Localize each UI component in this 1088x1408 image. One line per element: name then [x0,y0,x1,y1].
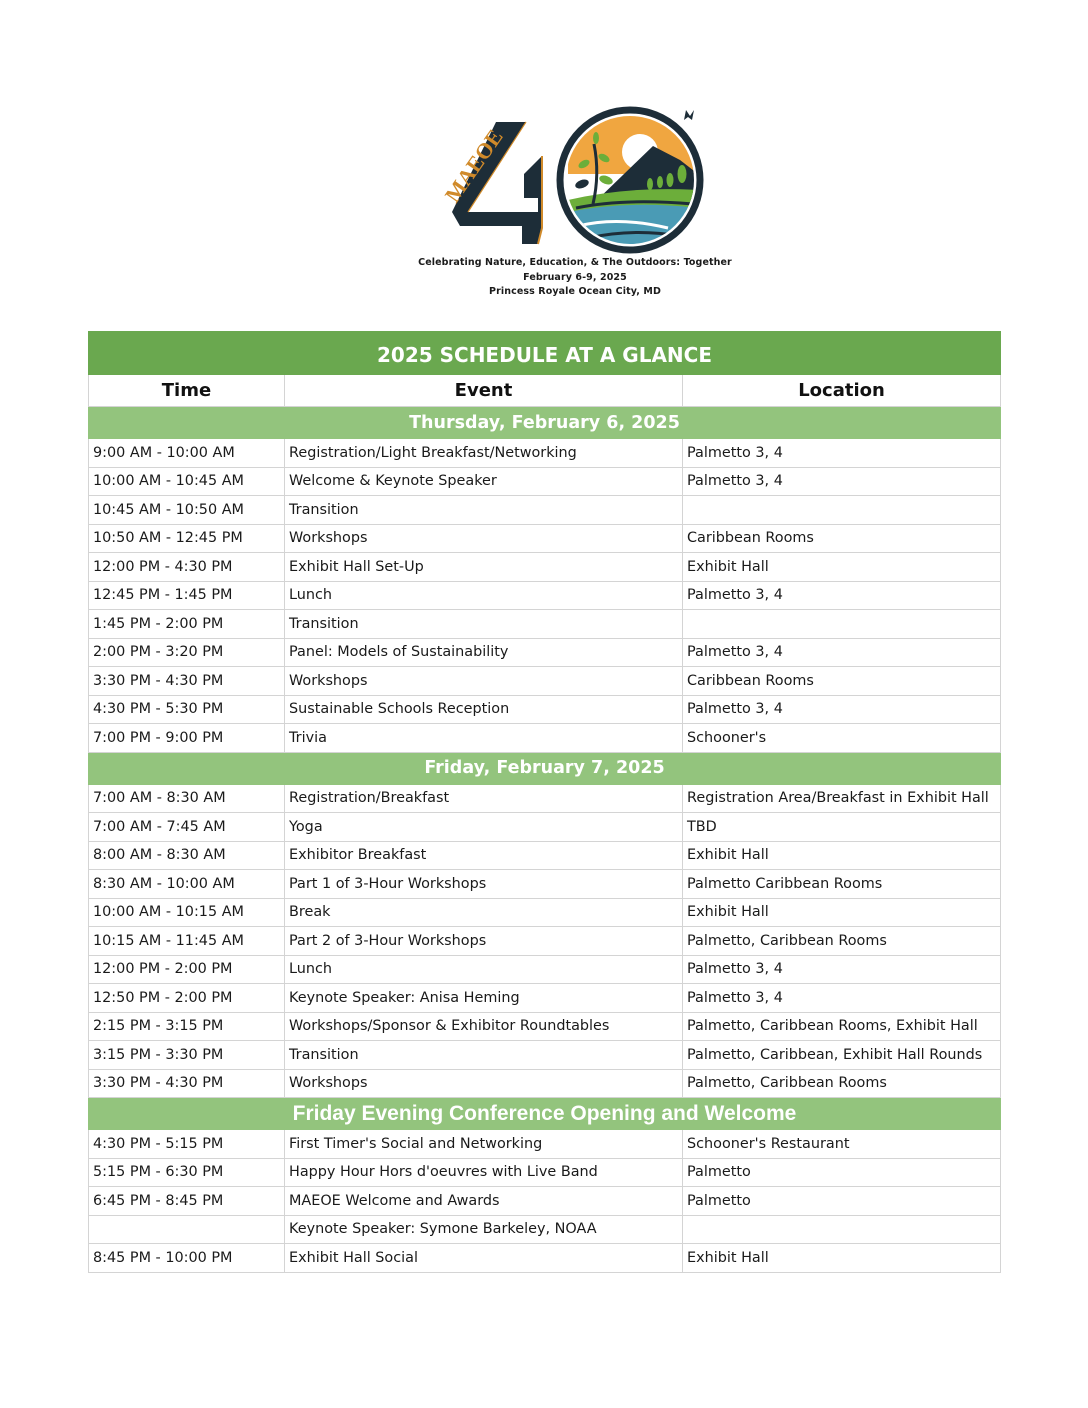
cell-event: Break [285,898,683,927]
cell-time: 3:30 PM - 4:30 PM [89,1069,285,1098]
schedule-row [89,581,1001,610]
section-heading: Thursday, February 6, 2025 [89,407,1001,439]
conference-tagline-block [400,256,750,300]
cell-location: Exhibit Hall [683,898,1001,927]
schedule-row [89,813,1001,842]
cell-time: 12:00 PM - 4:30 PM [89,553,285,582]
cell-location: Palmetto, Caribbean Rooms [683,1069,1001,1098]
cell-location: Caribbean Rooms [683,524,1001,553]
schedule-row [89,1069,1001,1098]
cell-time: 8:45 PM - 10:00 PM [89,1244,285,1273]
section-header-row [89,752,1001,784]
butterfly-icon [684,110,694,120]
cell-event: Transition [285,610,683,639]
schedule-row [89,1187,1001,1216]
cell-event: Registration/Light Breakfast/Networking [285,439,683,468]
column-header-location: Location [683,375,1001,407]
cell-location: Palmetto, Caribbean Rooms, Exhibit Hall [683,1012,1001,1041]
cell-location: Palmetto 3, 4 [683,467,1001,496]
cell-event: Workshops/Sponsor & Exhibitor Roundtables [285,1012,683,1041]
cell-event: Exhibit Hall Set-Up [285,553,683,582]
cell-event: Sustainable Schools Reception [285,695,683,724]
cell-time: 9:00 AM - 10:00 AM [89,439,285,468]
schedule-row [89,553,1001,582]
cell-location [683,496,1001,525]
schedule-row [89,439,1001,468]
cell-time: 5:15 PM - 6:30 PM [89,1158,285,1187]
schedule-row [89,955,1001,984]
cell-time: 12:50 PM - 2:00 PM [89,984,285,1013]
schedule-row [89,870,1001,899]
cell-event: Panel: Models of Sustainability [285,638,683,667]
conference-dates: February 6-9, 2025 [523,271,627,283]
cell-time: 7:00 AM - 8:30 AM [89,784,285,813]
conference-header [400,104,750,304]
cell-time: 10:00 AM - 10:15 AM [89,898,285,927]
schedule-row [89,984,1001,1013]
schedule-row [89,841,1001,870]
cell-time: 3:15 PM - 3:30 PM [89,1041,285,1070]
cell-time: 3:30 PM - 4:30 PM [89,667,285,696]
cell-location: Exhibit Hall [683,841,1001,870]
cell-location [683,610,1001,639]
cell-location: Palmetto 3, 4 [683,695,1001,724]
section-heading: Friday, February 7, 2025 [89,752,1001,784]
schedule-row [89,496,1001,525]
schedule-row [89,638,1001,667]
schedule-row [89,1244,1001,1273]
cell-time: 4:30 PM - 5:30 PM [89,695,285,724]
schedule-row [89,1041,1001,1070]
cell-time: 4:30 PM - 5:15 PM [89,1130,285,1159]
cell-location: Schooner's Restaurant [683,1130,1001,1159]
cell-location: Palmetto 3, 4 [683,984,1001,1013]
cell-event: Transition [285,1041,683,1070]
cell-time: 2:15 PM - 3:15 PM [89,1012,285,1041]
cell-location: TBD [683,813,1001,842]
cell-time: 6:45 PM - 8:45 PM [89,1187,285,1216]
cell-event: Lunch [285,955,683,984]
cell-time: 2:00 PM - 3:20 PM [89,638,285,667]
cell-time: 8:30 AM - 10:00 AM [89,870,285,899]
cell-time: 10:15 AM - 11:45 AM [89,927,285,956]
cell-event: Part 1 of 3-Hour Workshops [285,870,683,899]
cell-location: Palmetto Caribbean Rooms [683,870,1001,899]
maeoe-40-logo [418,104,718,254]
section-heading: Friday Evening Conference Opening and Welcome [89,1098,1001,1130]
schedule-row [89,784,1001,813]
logo-brand-text: MAEOE [439,124,508,207]
schedule-row [89,1215,1001,1244]
schedule-row [89,667,1001,696]
cell-event: Happy Hour Hors d'oeuvres with Live Band [285,1158,683,1187]
schedule-title: 2025 SCHEDULE AT A GLANCE [89,332,1001,375]
cell-event: Keynote Speaker: Symone Barkeley, NOAA [285,1215,683,1244]
schedule-row [89,524,1001,553]
schedule-row [89,898,1001,927]
cell-time: 8:00 AM - 8:30 AM [89,841,285,870]
schedule-table [88,331,1001,1273]
cell-event: MAEOE Welcome and Awards [285,1187,683,1216]
cell-time: 12:00 PM - 2:00 PM [89,955,285,984]
schedule-row [89,1012,1001,1041]
cell-time: 10:45 AM - 10:50 AM [89,496,285,525]
cell-location: Schooner's [683,724,1001,753]
cell-location: Palmetto, Caribbean Rooms [683,927,1001,956]
cell-event: Transition [285,496,683,525]
cell-event: Part 2 of 3-Hour Workshops [285,927,683,956]
cell-time: 7:00 PM - 9:00 PM [89,724,285,753]
schedule-row [89,724,1001,753]
cell-time: 12:45 PM - 1:45 PM [89,581,285,610]
cell-time: 7:00 AM - 7:45 AM [89,813,285,842]
column-header-row [89,375,1001,407]
cell-event: Workshops [285,667,683,696]
cell-location [683,1215,1001,1244]
conference-venue: Princess Royale Ocean City, MD [489,286,661,297]
cell-location: Palmetto 3, 4 [683,638,1001,667]
schedule-row [89,695,1001,724]
cell-time: 10:50 AM - 12:45 PM [89,524,285,553]
cell-time: 10:00 AM - 10:45 AM [89,467,285,496]
nature-emblem-icon [560,110,700,254]
cell-event: Yoga [285,813,683,842]
cell-event: Exhibit Hall Social [285,1244,683,1273]
column-header-time: Time [89,375,285,407]
cell-event: Registration/Breakfast [285,784,683,813]
schedule-row [89,927,1001,956]
cell-location: Palmetto [683,1187,1001,1216]
cell-location: Registration Area/Breakfast in Exhibit Hall [683,784,1001,813]
cell-event: Welcome & Keynote Speaker [285,467,683,496]
cell-location: Exhibit Hall [683,1244,1001,1273]
section-header-row [89,1098,1001,1130]
cell-location: Palmetto 3, 4 [683,581,1001,610]
schedule-row [89,467,1001,496]
schedule-row [89,1158,1001,1187]
cell-event: Workshops [285,1069,683,1098]
cell-location: Caribbean Rooms [683,667,1001,696]
cell-location: Palmetto [683,1158,1001,1187]
cell-event: First Timer's Social and Networking [285,1130,683,1159]
conference-tagline: Celebrating Nature, Education, & The Outdoors: Together [418,257,732,268]
cell-time: 1:45 PM - 2:00 PM [89,610,285,639]
cell-location: Exhibit Hall [683,553,1001,582]
schedule-row [89,610,1001,639]
cell-event: Exhibitor Breakfast [285,841,683,870]
cell-event: Lunch [285,581,683,610]
column-header-event: Event [285,375,683,407]
cell-location: Palmetto, Caribbean, Exhibit Hall Rounds [683,1041,1001,1070]
section-header-row [89,407,1001,439]
cell-location: Palmetto 3, 4 [683,955,1001,984]
cell-event: Keynote Speaker: Anisa Heming [285,984,683,1013]
cell-location: Palmetto 3, 4 [683,439,1001,468]
schedule-row [89,1130,1001,1159]
cell-event: Workshops [285,524,683,553]
cell-event: Trivia [285,724,683,753]
schedule-title-row [89,332,1001,375]
cell-time [89,1215,285,1244]
